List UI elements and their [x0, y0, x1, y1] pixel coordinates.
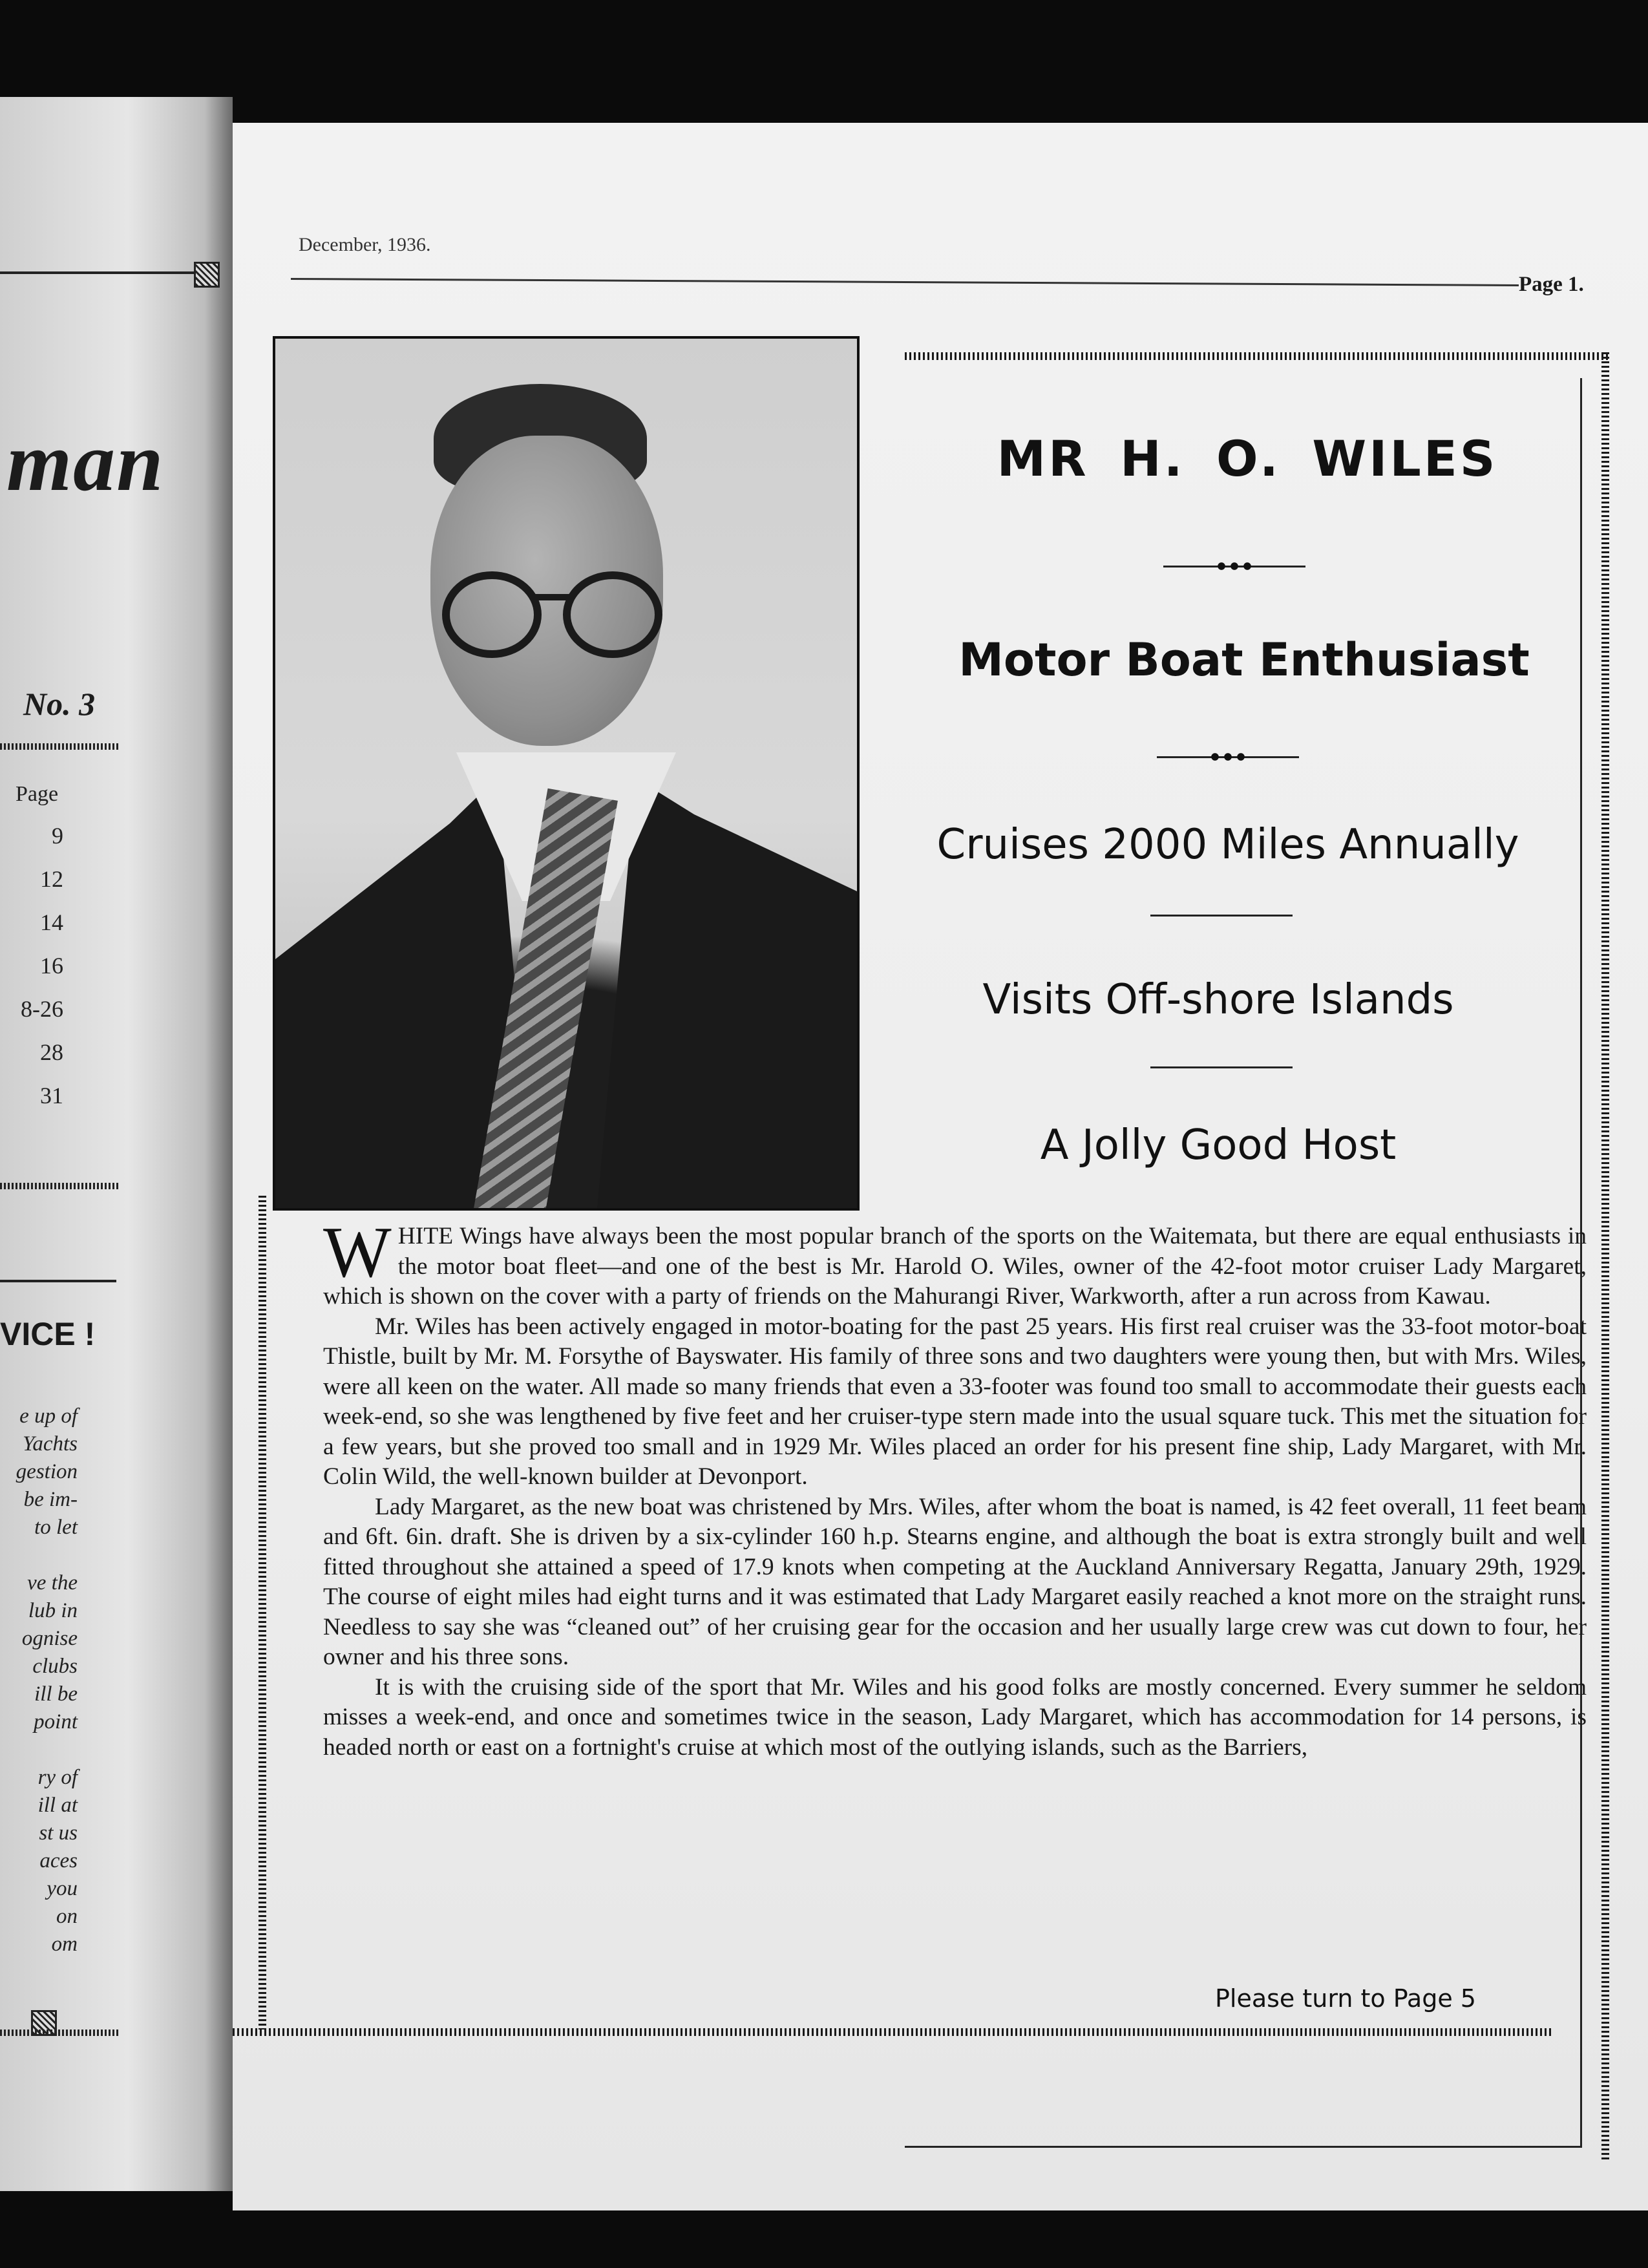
toc-page-number: 31 — [40, 1083, 63, 1108]
text-fragment: gestion — [16, 1460, 78, 1483]
headline-name: MR H. O. WILES — [997, 430, 1498, 487]
article-paragraph — [323, 1213, 1587, 1312]
text-fragment: Yachts — [23, 1432, 78, 1456]
headline-subtitle: Motor Boat Enthusiast — [958, 633, 1530, 686]
text-fragment: ve the — [27, 1571, 78, 1595]
text-fragment: e up of — [19, 1404, 78, 1428]
plain-rule — [1150, 1066, 1293, 1068]
left-heading-fragment: VICE ! — [0, 1316, 96, 1352]
text-fragment: st us — [39, 1821, 78, 1845]
dotted-border-left — [259, 1196, 266, 2030]
toc-page-number: 9 — [52, 823, 63, 849]
text-fragment: ry of — [37, 1766, 78, 1789]
masthead-fragment: man — [6, 416, 165, 509]
continued-notice[interactable]: Please turn to Page 5 — [1215, 1984, 1476, 2013]
glasses-bridge — [534, 594, 573, 600]
issue-number: No. 3 — [23, 686, 96, 722]
article-paragraph: Mr. Wiles has been actively engaged in motor-boating for the past 25 years. His first real cruiser was the 33-foot motor-boat Thistle, built by Mr. M. Forsythe of Bayswater. His family of three sons and two daughters were young then, but with Mrs. Wiles, were all keen on the water. All made so many friends that even a 33-footer was found too small to accommodate their guests each week-end, so she was lengthened by five feet and her cruiser-type stern made into the usual square tuck. This met the situation for a few years, but she proved too small and in 1929 Mr. Wiles placed an order for his present fine ship, Lady Margaret, with Mr. Colin Wild, the well-known builder at Devonport. — [323, 1313, 1587, 1490]
headline-line-3: A Jolly Good Host — [1040, 1121, 1397, 1169]
left-dotted-rule — [0, 2030, 120, 2036]
left-dotted-rule — [0, 743, 120, 750]
text-fragment: ill at — [37, 1794, 78, 1817]
glasses-icon — [563, 571, 662, 658]
ornament-rule — [1163, 566, 1305, 567]
left-rule — [0, 1280, 116, 1282]
drop-cap: W — [323, 1213, 392, 1293]
toc-page-number: 14 — [40, 909, 63, 935]
corner-ornament-icon — [194, 262, 220, 288]
article-paragraph: Lady Margaret, as the new boat was christened by Mrs. Wiles, after whom the boat is named, is 42 feet overall, 11 feet beam and 6ft. 6in. draft. She is driven by a six-cylinder 160 h.p. Stearns engine, and although the boat is extra strongly built and well fitted throughout she attained a speed of 17.9 knots when competing at the Auckland Anniversary Regatta, January 29th, 1929. The course of eight miles had eight turns and it was estimated that Lady Margaret easily reached a knot more on the straight runs. Needless to say she was “cleaned out” of her cruising gear for the occasion and her usually large crew was cut down to four, her owner and his three sons. — [323, 1493, 1587, 1670]
text-fragment — [16, 1542, 78, 1569]
toc-page-list — [21, 814, 63, 1118]
text-fragment: om — [51, 1933, 78, 1956]
toc-page-number: 12 — [40, 866, 63, 892]
toc-heading: Page — [16, 782, 59, 806]
header-rule — [291, 278, 1519, 286]
left-facing-page — [0, 97, 233, 2191]
text-fragment: ill be — [34, 1682, 78, 1706]
text-fragment — [16, 1736, 78, 1764]
portrait-photo — [273, 336, 860, 1211]
text-fragment: to let — [34, 1516, 78, 1539]
page-number: Page 1. — [1519, 273, 1584, 296]
headline-line-1: Cruises 2000 Miles Annually — [936, 821, 1519, 869]
dotted-border-top — [905, 352, 1609, 360]
text-fragment: clubs — [32, 1655, 78, 1678]
left-dotted-rule — [0, 1183, 120, 1189]
plain-rule — [1150, 915, 1293, 917]
article-body — [323, 1213, 1587, 1763]
article-paragraph: It is with the cruising side of the sport that Mr. Wiles and his good folks are mostly concerned. Every summer he seldom misses a week-end, and once and sometimes twice in the season, Lady Margaret, which has accommodation for 14 persons, is headed north or east on a fortnight's cruise at which most of the outlying islands, such as the Barriers, — [323, 1673, 1587, 1761]
ornament-rule — [1157, 756, 1299, 758]
text-fragment: lub in — [28, 1599, 78, 1622]
text-fragment: aces — [39, 1849, 78, 1872]
paragraph-text: HITE Wings have always been the most popular branch of the sports on the Waitemata, but there are equal enthusiasts in the motor boat fleet—and one of the best is Mr. Harold O. Wiles, owner of the 42-foot motor cruiser Lady Margaret, which is shown on the cover with a party of friends on the Mahurangi River, Warkworth, after a run across from Kawau. — [323, 1223, 1587, 1309]
left-text-fragments — [16, 1403, 78, 1958]
toc-page-number: 16 — [40, 953, 63, 979]
issue-date: December, 1936. — [299, 234, 431, 255]
text-fragment: on — [56, 1905, 78, 1928]
text-fragment: ognise — [21, 1627, 78, 1650]
text-fragment: you — [47, 1877, 78, 1900]
glasses-icon — [442, 571, 542, 658]
headline-line-2: Visits Off-shore Islands — [982, 976, 1454, 1024]
magazine-page — [233, 123, 1648, 2210]
dotted-border-right — [1601, 352, 1609, 2162]
toc-page-number: 8-26 — [21, 996, 63, 1022]
left-top-rule — [0, 271, 213, 274]
text-fragment: point — [34, 1710, 78, 1733]
text-fragment: be im- — [23, 1488, 78, 1511]
toc-page-number: 28 — [40, 1039, 63, 1065]
